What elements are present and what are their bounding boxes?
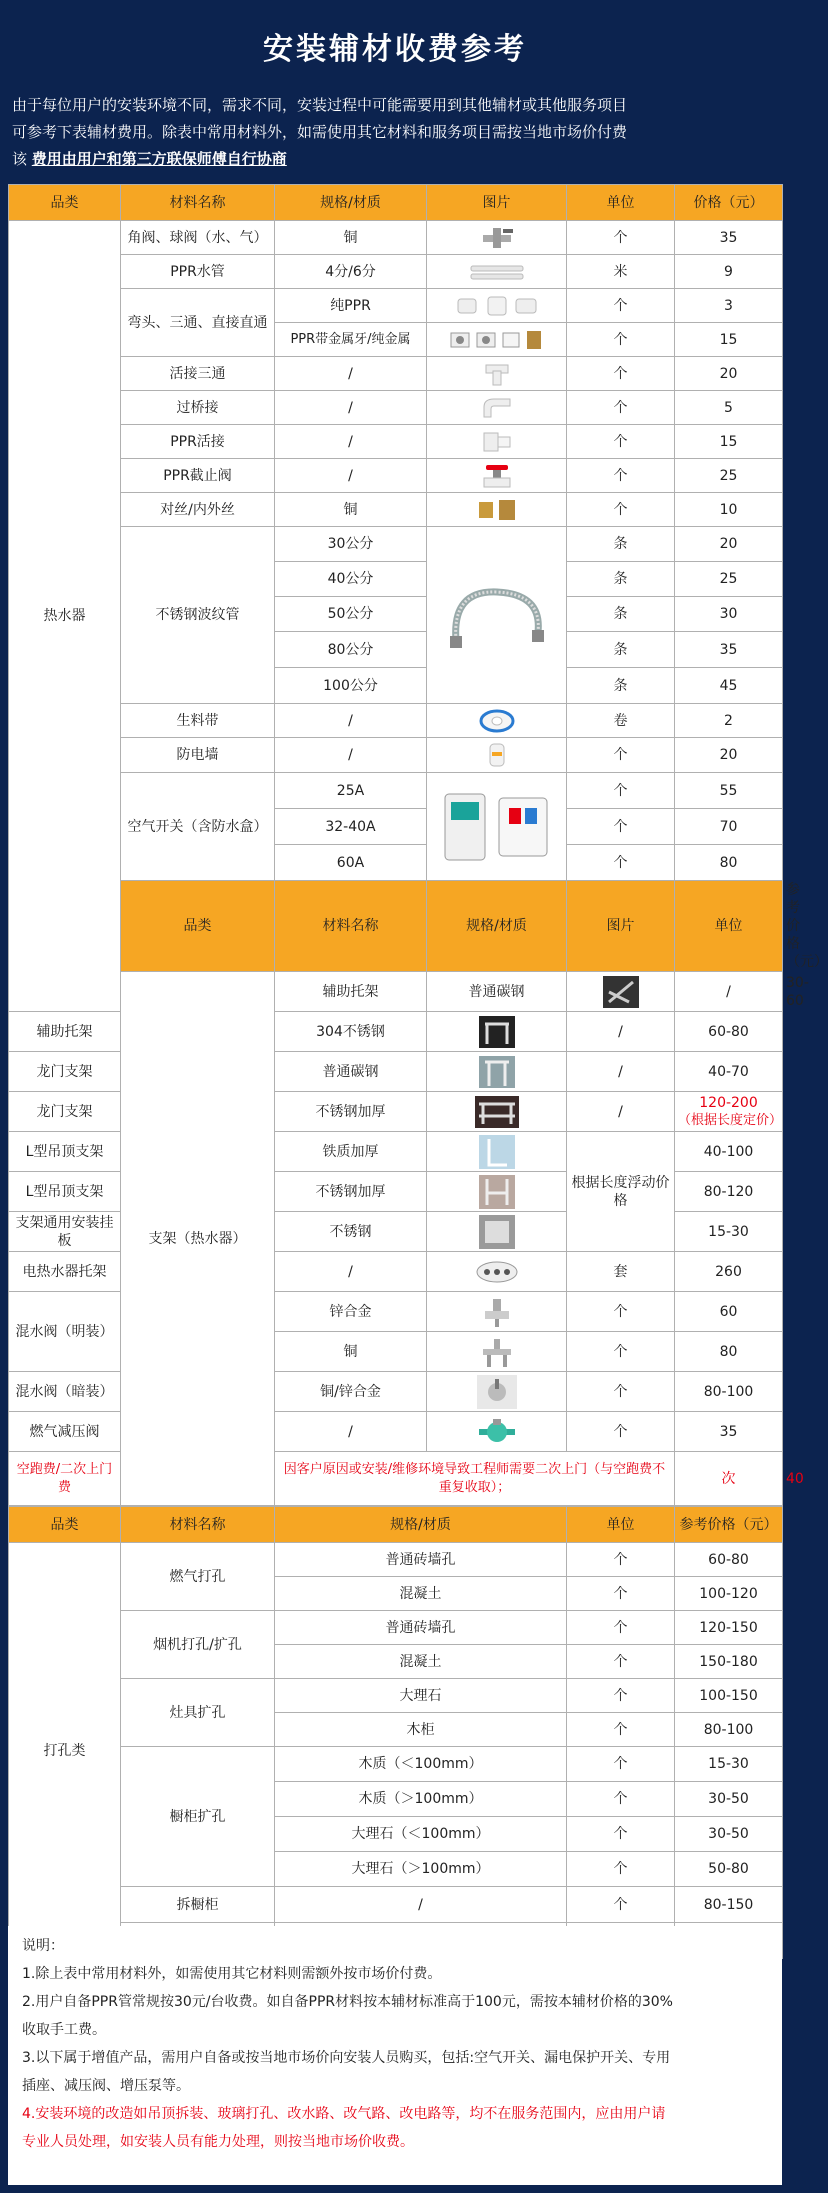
table-row: 100公分 条 45 — [9, 668, 783, 704]
intro-text — [0, 92, 790, 180]
table-row: 打孔类 燃气打孔 普通砖墙孔 个 60-80 — [9, 1543, 783, 1577]
table-row: 龙门支架 普通碳钢 / 40-70 — [9, 1052, 783, 1092]
pressure-reducer-icon — [475, 1415, 519, 1449]
mixing-valve-icon — [479, 1335, 515, 1369]
table-row: PPR截止阀 / 个 25 — [9, 459, 783, 493]
table-row: 电热水器托架 / 套 260 — [9, 1252, 783, 1292]
note-1: 1.除上表中常用材料外，如需使用其它材料则需额外按市场价付费。 — [22, 1966, 442, 1982]
table-row: 烟机打孔/扩孔 普通砖墙孔 个 120-150 — [9, 1611, 783, 1645]
table-header: 品类 材料名称 规格/材质 单位 参考价格（元） — [9, 1507, 783, 1543]
table-row: 32-40A 个 70 — [9, 809, 783, 845]
breaker-icon — [437, 788, 557, 866]
table-row: 灶具扩孔 大理石 个 100-150 — [9, 1679, 783, 1713]
fitting-icon — [447, 327, 547, 353]
brass-nipple-icon — [475, 496, 519, 524]
table-row: 橱柜扩孔 木质（＜100mm） 个 15-30 — [9, 1747, 783, 1782]
mixing-valve-icon — [477, 1375, 517, 1409]
table-row: 空跑费/二次上门费 因客户原因或安装/维修环境导致工程师需要二次上门（与空跑费不重复收取）； 次 40 — [9, 1452, 783, 1506]
bracket-icon — [473, 1257, 521, 1287]
table-row: L型吊顶支架 不锈钢加厚 80-120 — [9, 1172, 783, 1212]
category-cell: 热水器 — [9, 221, 121, 1012]
table-row: 混凝土 个 150-180 — [9, 1645, 783, 1679]
note-2-cont: 收取手工费。 — [22, 2022, 106, 2038]
table-row: PPR活接 / 个 15 — [9, 425, 783, 459]
notes-title: 说明： — [22, 1938, 64, 1954]
intro-line-2: 可参考下表辅材费用。除表中常用材料外，如需使用其它材料和服务项目需按当地市场价付费 — [12, 123, 628, 141]
note-3: 3.以下属于增值产品，需用户自备或按当地市场价向安装人员购买，包括:空气开关、漏电保护开关、专用 — [22, 2050, 671, 2066]
valve-icon — [477, 226, 517, 250]
table-row: 混凝土 个 100-120 — [9, 1577, 783, 1611]
table-row: 拆橱柜 / 个 80-150 — [9, 1887, 783, 1923]
tape-icon — [477, 708, 517, 734]
note-4-cont: 专业人员处理，如安装人员有能力处理，则按当地市场价收费。 — [22, 2134, 414, 2150]
intro-line-3: 该 费用由用户和第三方联保师傅自行协商 — [12, 150, 287, 168]
table-row: 混水阀（明装） 锌合金 个 60 — [9, 1292, 783, 1332]
revisit-fee-desc: 因客户原因或安装/维修环境导致工程师需要二次上门（与空跑费不重复收取）； — [275, 1452, 675, 1506]
table-row: 木柜 个 80-100 — [9, 1713, 783, 1747]
bridge-icon — [480, 395, 514, 421]
table-row: 50公分 条 30 — [9, 597, 783, 632]
bracket-icon — [479, 1056, 515, 1088]
table-row: 80公分 条 35 — [9, 632, 783, 668]
table-row: 不锈钢波纹管 30公分 条 20 — [9, 527, 783, 562]
bracket-icon — [479, 1135, 515, 1169]
drilling-table — [8, 1506, 783, 1959]
table-row: 生料带 / 卷 2 — [9, 704, 783, 738]
anti-shock-icon — [482, 741, 512, 769]
bracket-icon — [479, 1175, 515, 1209]
note-2: 2.用户自备PPR管常规按30元/台收费。如自备PPR材料按本辅材标准高于100元，需按本辅材价格的30% — [22, 1994, 673, 2010]
table-row: 燃气减压阀 / 个 35 — [9, 1412, 783, 1452]
intro-highlight: 费用由用户和第三方联保师傅自行协商 — [31, 150, 287, 168]
table-row: 防电墙 / 个 20 — [9, 738, 783, 773]
bracket-icon — [479, 1215, 515, 1249]
table-row: 过桥接 / 个 5 — [9, 391, 783, 425]
table-row: 空气开关（含防水盒） 25A 个 55 — [9, 773, 783, 809]
stop-valve-icon — [480, 462, 514, 490]
hose-icon — [442, 570, 552, 660]
table-row: 40公分 条 25 — [9, 562, 783, 597]
table-row: 热水器 角阀、球阀（水、气） 铜 个 35 — [9, 221, 783, 255]
notes-box — [8, 1926, 782, 2185]
bracket-icon — [603, 976, 639, 1008]
table-row: 弯头、三通、直接直通 纯PPR 个 3 — [9, 289, 783, 323]
mixing-valve-icon — [479, 1295, 515, 1329]
table-row: 对丝/内外丝 铜 个 10 — [9, 493, 783, 527]
page-title: 安装辅材收费参考 — [263, 32, 527, 67]
category-cell: 支架（热水器） — [121, 972, 275, 1506]
table-row: PPR水管 4分/6分 米 9 — [9, 255, 783, 289]
union-icon — [480, 429, 514, 455]
table-row: 木质（＞100mm） 个 30-50 — [9, 1782, 783, 1817]
category-cell: 打孔类 — [9, 1543, 121, 1959]
table-row: 铜 个 80 — [9, 1332, 783, 1372]
table-header: 品类 材料名称 规格/材质 图片 单位 价格（元） — [9, 185, 783, 221]
table-row: 大理石（＜100mm） 个 30-50 — [9, 1817, 783, 1852]
table-row: 60A 个 80 — [9, 845, 783, 881]
note-3-cont: 插座、减压阀、增压泵等。 — [22, 2078, 190, 2094]
elbow-icon — [452, 293, 542, 319]
table-row: 辅助托架 304不锈钢 / 60-80 — [9, 1012, 783, 1052]
bracket-icon — [479, 1016, 515, 1048]
pipe-icon — [467, 260, 527, 284]
table-row: 支架通用安装挂板 不锈钢 15-30 — [9, 1212, 783, 1252]
water-heater-table — [8, 184, 828, 1506]
tee-icon — [482, 361, 512, 387]
table-row: 活接三通 / 个 20 — [9, 357, 783, 391]
table-row: PPR带金属牙/纯金属 个 15 — [9, 323, 783, 357]
table-row: 大理石（＞100mm） 个 50-80 — [9, 1852, 783, 1887]
table-row: 混水阀（暗装） 铜/锌合金 个 80-100 — [9, 1372, 783, 1412]
table-row: 支架（热水器） 辅助托架 普通碳钢 / 30-60 — [9, 972, 783, 1012]
table-row: 龙门支架 不锈钢加厚 / 120-200 （根据长度定价） — [9, 1092, 783, 1132]
note-4: 4.安装环境的改造如吊顶拆装、玻璃打孔、改水路、改气路、改电路等，均不在服务范围内，应由用户请 — [22, 2106, 666, 2122]
table-row: L型吊顶支架 铁质加厚 根据长度浮动价格 40-100 — [9, 1132, 783, 1172]
table-header: 品类 材料名称 规格/材质 图片 单位 参考价格（元） — [9, 881, 783, 972]
bracket-icon — [475, 1096, 519, 1128]
intro-line-1: 由于每位用户的安装环境不同，需求不同，安装过程中可能需要用到其他辅材或其他服务项目 — [12, 96, 628, 114]
